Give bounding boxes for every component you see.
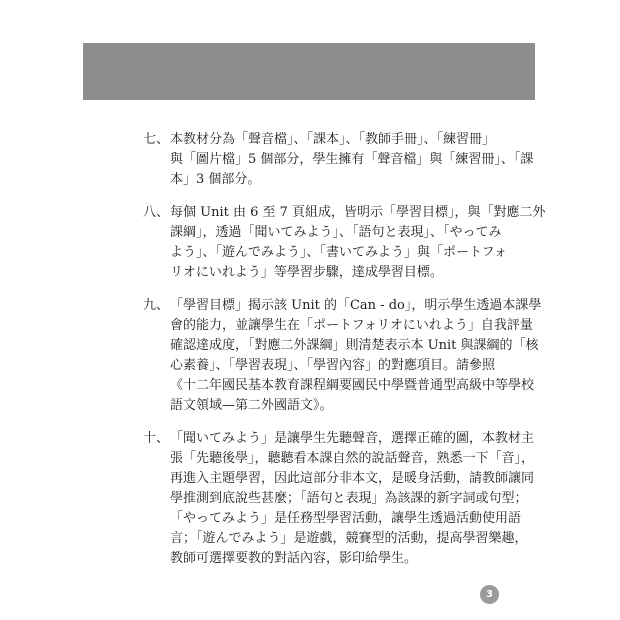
text-line: 再進入主題學習，因此這部分非本文，是暖身活動，請教師讓同 (170, 471, 535, 486)
text-line: 「聞いてみよう」是讓學生先聽聲音，選擇正確的圖，本教材主 (170, 431, 535, 446)
text-line: 張「先聽後學」，聽聽看本課自然的說話聲音，熟悉一下「音」， (170, 451, 535, 466)
text-line: リオにいれよう」等學習步驟，達成學習目標。 (170, 265, 443, 280)
text-line: 心素養」、「學習表現」、「學習內容」的對應項目。請參照 (170, 358, 496, 373)
list-item-10 (143, 429, 533, 569)
item-text (170, 296, 542, 416)
instructions-list (143, 130, 546, 582)
text-line: 《十二年國民基本教育課程綱要國民中學暨普通型高級中等學校 (170, 378, 535, 393)
page-number-badge: 3 (480, 585, 499, 604)
item-text (170, 203, 546, 283)
text-line: 會的能力，並讓學生在「ポートフォリオにいれよう」自我評量 (170, 318, 533, 333)
text-line: 「學習目標」揭示該 Unit 的「Can - do」，明示學生透過本課學 (170, 298, 542, 313)
text-line: 課綱」，透過「聞いてみよう」、「語句と表現」、「やってみ (170, 225, 502, 240)
item-number: 七、 (143, 132, 170, 147)
item-number: 十、 (143, 431, 170, 446)
text-line: 本」3 個部分。 (170, 172, 261, 187)
text-line: 本教材分為「聲音檔」、「課本」、「教師手冊」、「練習冊」 (170, 132, 496, 147)
list-item-8 (143, 203, 546, 283)
text-line: 確認達成度，「對應二外課綱」則清楚表示本 Unit 與課綱的「核 (170, 338, 539, 353)
text-line: よう」、「遊んでみよう」、「書いてみよう」與「ポートフォ (170, 245, 507, 260)
item-number: 八、 (143, 205, 170, 220)
header-band (83, 43, 535, 100)
text-line: 言；「遊んでみよう」是遊戲，競賽型的活動，提高學習樂趣， (170, 531, 528, 546)
text-line: 語文領域—第二外國語文》。 (170, 398, 333, 413)
item-number: 九、 (143, 298, 170, 313)
text-line: 「やってみよう」是任務型學習活動，讓學生透過活動使用語 (170, 511, 522, 526)
list-item-9 (143, 296, 542, 416)
text-line: 教師可選擇要教的對話內容，影印給學生。 (170, 551, 418, 566)
text-line: 與「圖片檔」5 個部分，學生擁有「聲音檔」與「練習冊」、「課 (170, 152, 534, 167)
item-text (170, 130, 533, 190)
text-line: 學推測到底說些甚麼；「語句と表現」為該課的新字詞或句型； (170, 491, 528, 506)
text-line: 每個 Unit 由 6 至 7 頁組成，皆明示「學習目標」，與「對應二外 (170, 205, 546, 220)
item-text (170, 429, 533, 569)
list-item-7 (143, 130, 533, 190)
